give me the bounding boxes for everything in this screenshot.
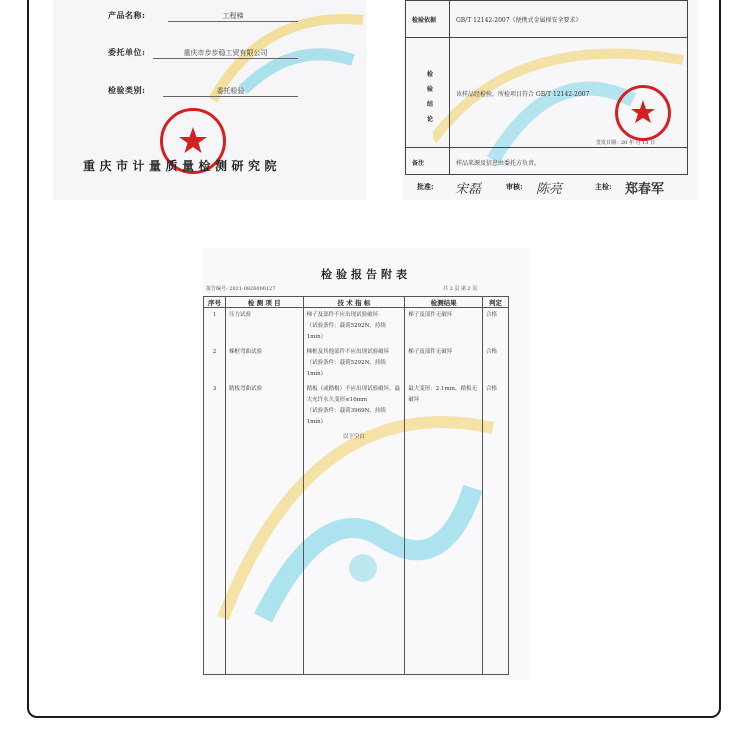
main-inspector-signature: 郑春军 [625,182,665,197]
header-no: 序号 [204,297,226,308]
header-result: 检测结果 [405,297,483,308]
row-item: 梯框弯曲试验 [225,345,303,382]
approve-signature: 宋磊 [455,182,482,197]
row-spec: 梯子及部件不应出现试验破坏 （试验条件：载荷5292N，持续1min） [303,308,405,346]
row-result: 梯子及部件无破坏 [405,308,483,346]
row-verdict: 合格 [483,345,509,382]
approve-label: 批准: [417,182,434,191]
row-spec: 踏板（或踏棍）不应出现试验破坏，最大允许永久变形≤16mm （试验条件：载荷3969N，持续1min） [303,382,405,430]
basis-value: GB/T 12142-2007《便携式金属梯安全要求》 [456,17,582,24]
row-item: 压力试验 [225,308,303,346]
table-header-row [204,297,509,308]
row-no: 3 [204,382,226,430]
review-signature: 陈亮 [536,182,563,197]
sign-date: 签发日期：20 年 月 13 日 [596,140,656,146]
type-value: 委托检验 [163,86,298,97]
row-spec: 梯框及其他部件不应出现试验破坏 （试验条件：载荷5292N，持续1min） [303,345,405,382]
row-verdict: 合格 [483,308,509,346]
institute-name: 重庆市计量质量检测研究院 [83,159,282,173]
client-value: 重庆市步步稳工贸有限公司 [153,48,298,59]
product-label: 产品名称: [108,10,146,20]
main-inspector-label: 主检: [595,182,612,191]
product-value: 工程梯 [168,11,298,22]
row-result: 最大变形：2.1mm，踏板无破坏 [405,382,483,430]
remark-label: 备注 [412,160,425,167]
certificate-cover-left [53,0,366,200]
inspection-report-appendix [203,248,529,680]
table-row [204,382,509,430]
row-item: 踏板弯曲试验 [225,382,303,430]
review-label: 审核: [506,182,523,191]
table-row [204,308,509,346]
header-spec: 技 术 指 标 [303,297,405,308]
row-result: 梯子及部件无破坏 [405,345,483,382]
red-seal-stamp-icon [615,85,671,141]
table-row [204,345,509,382]
type-label: 检验类别: [108,85,146,95]
conclusion-label: 检验结论 [426,71,433,123]
blank-row [204,430,509,675]
basis-label: 检验依据 [412,17,437,24]
row-verdict: 合格 [483,382,509,430]
header-item: 检 测 项 目 [225,297,303,308]
blank-note: 以下空白 [303,430,405,675]
row-no: 1 [204,308,226,346]
remark-value: 样品来源及信息由委托方负责。 [456,160,541,167]
conclusion-value: 该样品经检验，所检项目符合 GB/T 12142-2007 [456,91,590,98]
row-no: 2 [204,345,226,382]
report-title: 检验报告附表 [321,268,411,281]
page-info: 共 2 页 第 2 页 [443,286,478,292]
report-table [203,296,509,675]
client-label: 委托单位: [108,47,146,57]
header-verdict: 判定 [483,297,509,308]
certificate-conclusion-right [403,0,698,200]
report-number: 报告编号: 2021-0826000127 [206,286,276,292]
